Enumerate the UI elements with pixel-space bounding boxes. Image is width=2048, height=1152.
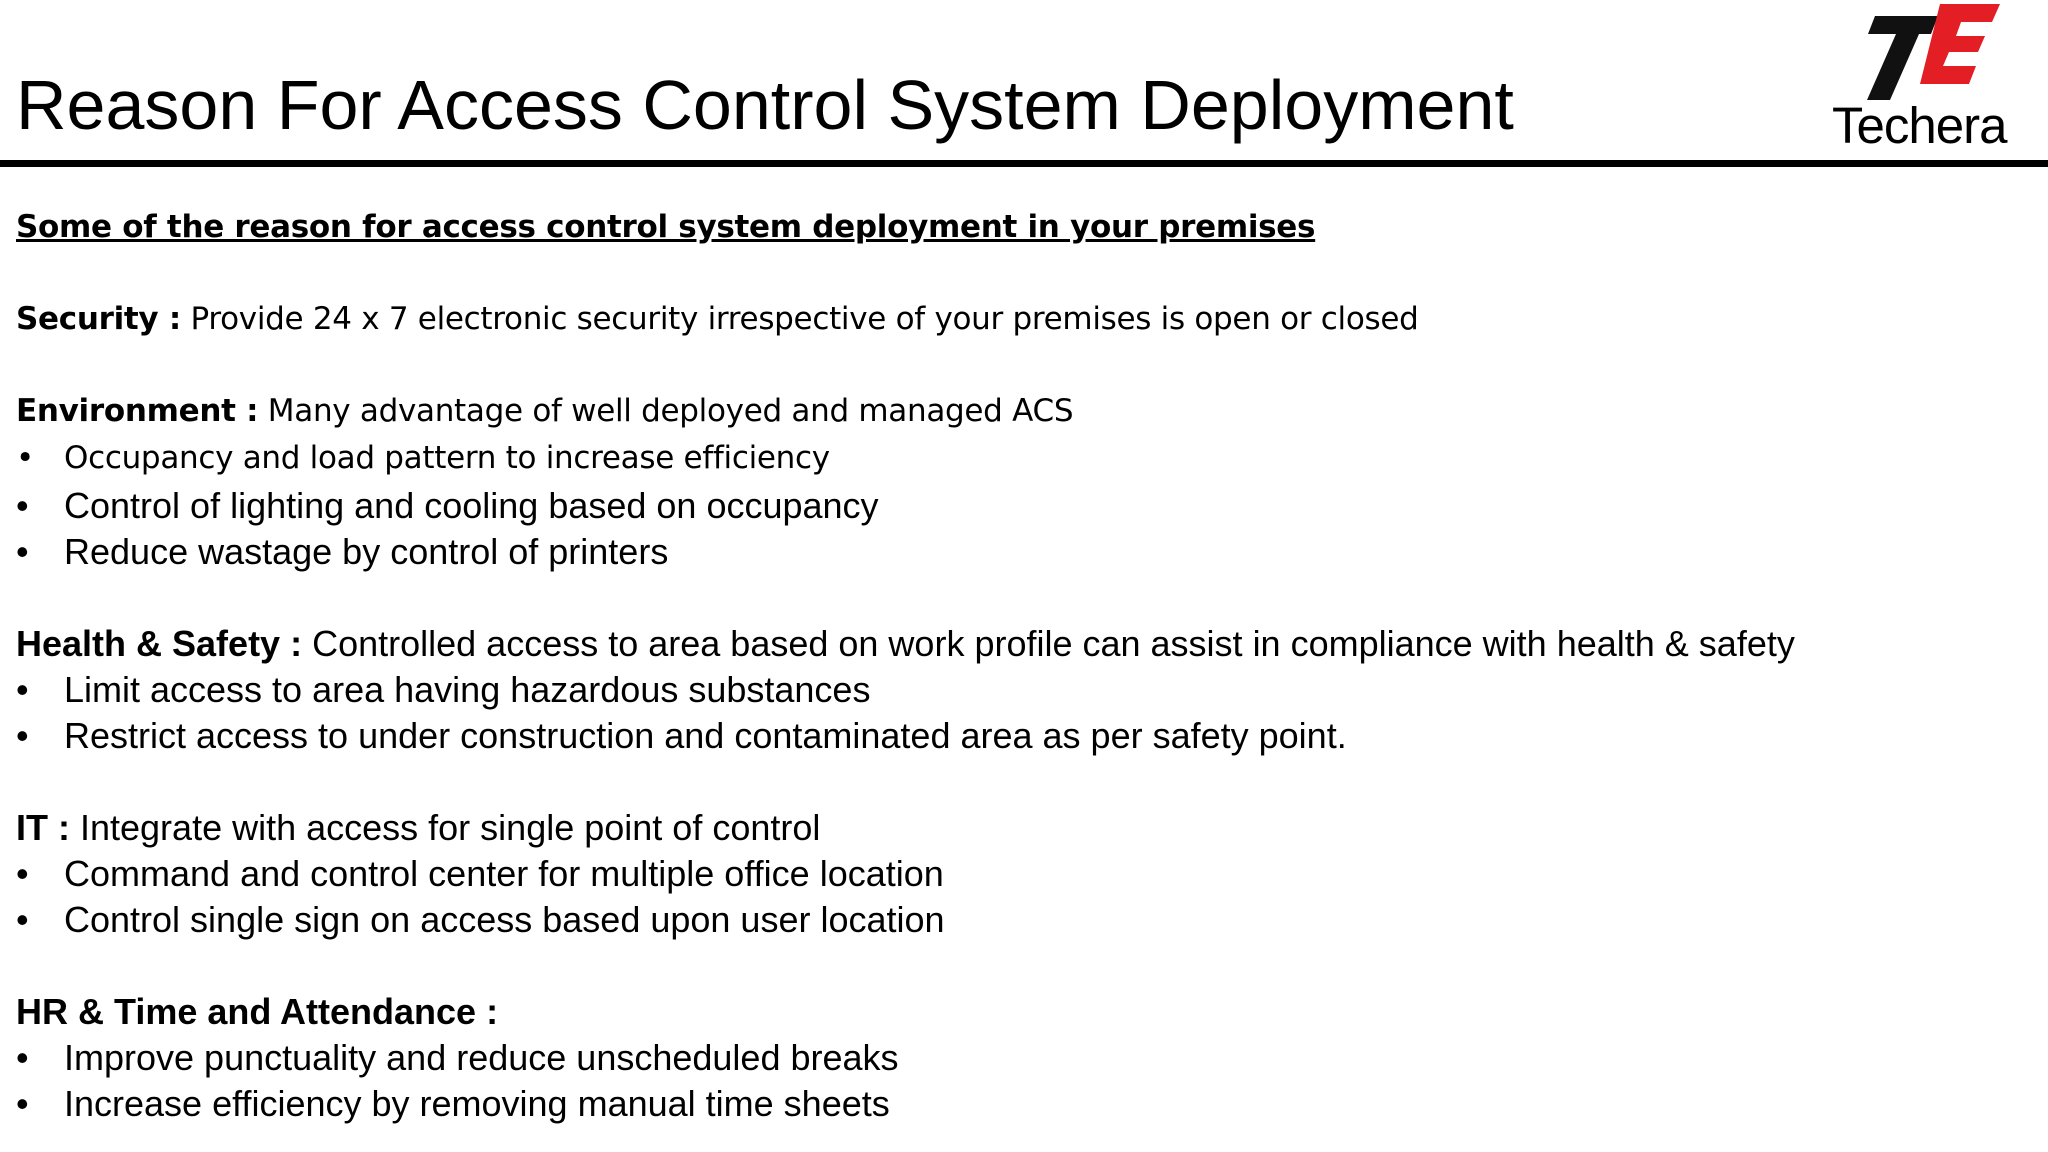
it-line [16, 807, 2026, 848]
bullet-icon: • [16, 853, 29, 894]
list-item [16, 899, 945, 940]
health-safety-heading: Health & Safety : [16, 623, 303, 664]
bullet-icon: • [16, 1083, 29, 1124]
bullet-text: Limit access to area having hazardous substances [64, 669, 871, 710]
bullet-text: Improve punctuality and reduce unscheduled breaks [64, 1037, 899, 1078]
bullet-icon: • [16, 899, 29, 940]
environment-heading: Environment : [16, 393, 259, 429]
security-line [16, 301, 2026, 337]
list-item [16, 440, 830, 476]
title-divider [0, 160, 2048, 167]
health-safety-line [16, 623, 2026, 664]
health-safety-text: Controlled access to area based on work profile can assist in compliance with health & safety [302, 623, 1795, 664]
list-item [16, 669, 871, 710]
list-item [16, 531, 669, 572]
slide-subtitle: Some of the reason for access control system deployment in your premises [16, 209, 1316, 245]
bullet-text: Restrict access to under construction and contaminated area as per safety point. [64, 715, 1347, 756]
list-item [16, 715, 1347, 756]
bullet-text: Command and control center for multiple office location [64, 853, 944, 894]
list-item [16, 485, 879, 526]
list-item [16, 1083, 890, 1124]
environment-text: Many advantage of well deployed and managed ACS [258, 393, 1074, 429]
bullet-text: Increase efficiency by removing manual time sheets [64, 1083, 890, 1124]
security-heading: Security : [16, 301, 181, 337]
bullet-icon: • [16, 531, 29, 572]
hr-heading: HR & Time and Attendance : [16, 991, 499, 1032]
bullet-text: Occupancy and load pattern to increase efficiency [64, 440, 830, 476]
environment-line [16, 393, 2026, 429]
bullet-icon: • [16, 715, 29, 756]
techera-logo-mark [1830, 2, 2040, 102]
bullet-icon: • [16, 669, 29, 710]
it-heading: IT : [16, 807, 70, 848]
bullet-text: Control single sign on access based upon user location [64, 899, 945, 940]
techera-logo [1830, 2, 2040, 152]
bullet-icon: • [16, 485, 29, 526]
security-text: Provide 24 x 7 electronic security irrespective of your premises is open or closed [180, 301, 1419, 337]
bullet-icon: • [16, 440, 34, 476]
bullet-icon: • [16, 1037, 29, 1078]
bullet-text: Reduce wastage by control of printers [64, 531, 669, 572]
list-item [16, 853, 944, 894]
logo-wordmark: Techera [1832, 97, 2007, 154]
bullet-text: Control of lighting and cooling based on occupancy [64, 485, 879, 526]
it-text: Integrate with access for single point of control [69, 807, 821, 848]
slide-title: Reason For Access Control System Deployment [16, 66, 1514, 144]
list-item [16, 1037, 899, 1078]
